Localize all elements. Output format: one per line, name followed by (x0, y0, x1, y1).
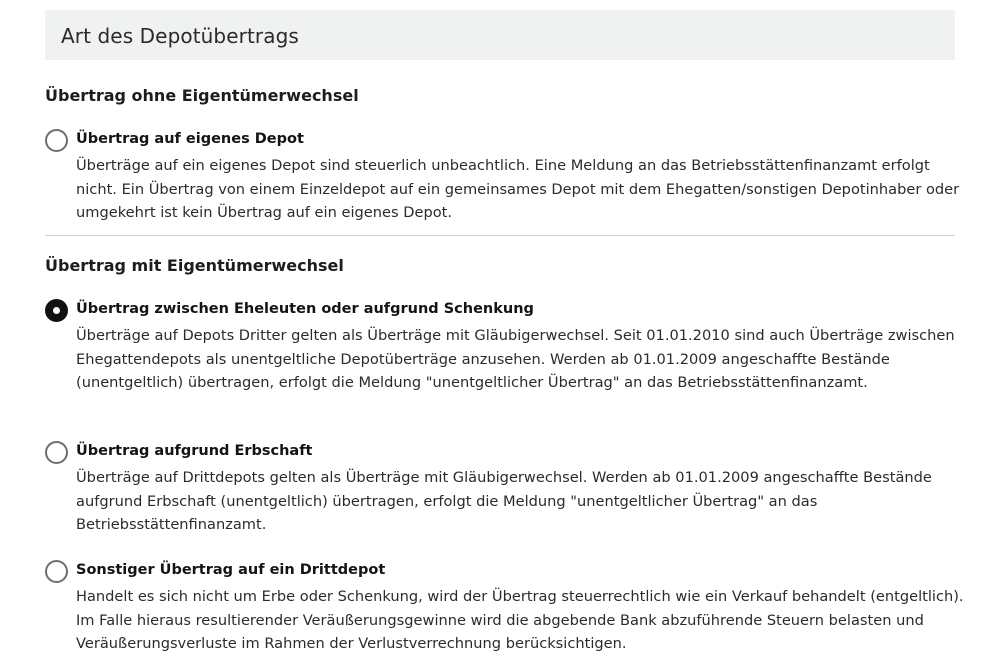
option-description: Handelt es sich nicht um Erbe oder Schenkung, wird der Übertrag steuerrechtlich wie ein Verkauf behandelt (entgeltlich). Im Falle hieraus resultierender Veräußerungsgewinne wird die abgebende Bank abzuführende Steuern belasten und Veräußerungsverluste im Rahmen der Verlustverrechnung berücksichtigen. (76, 588, 964, 652)
option-title: Übertrag aufgrund Erbschaft (76, 443, 313, 459)
group-divider (45, 235, 955, 236)
group-title-with-owner-change: Übertrag mit Eigentümerwechsel (45, 256, 344, 275)
option-title: Übertrag auf eigenes Depot (76, 131, 304, 147)
section-title: Art des Depotübertrags (61, 24, 299, 48)
radio-own-depot[interactable] (45, 129, 68, 152)
radio-inheritance[interactable] (45, 441, 68, 464)
option-description: Überträge auf Drittdepots gelten als Überträge mit Gläubigerwechsel. Werden ab 01.01.2009 angeschaffte Bestände aufgrund Erbschaft (unentgeltlich) übertragen, erfolgt die Meldung "unentgeltlicher Übertrag" an das Betriebsstättenfinanzamt. (76, 469, 932, 533)
group-title-without-owner-change: Übertrag ohne Eigentümerwechsel (45, 86, 359, 105)
option-own-depot[interactable] (45, 129, 960, 224)
option-spouses-or-gift[interactable] (45, 299, 955, 417)
option-title: Übertrag zwischen Eheleuten oder aufgrund Schenkung (76, 301, 534, 317)
option-description: Überträge auf Depots Dritter gelten als Überträge mit Gläubigerwechsel. Seit 01.01.2010 sind auch Überträge zwischen Ehegattendepots als unentgeltliche Depotüberträge anzusehen. Werden ab 01.01.2009 angeschaffte Bestände (unentgeltlich) übertragen, erfolgt die Meldung "unentgeltlicher Übertrag" an das Betriebsstättenfinanzamt. (76, 327, 955, 391)
option-inheritance[interactable] (45, 441, 955, 536)
option-description: Überträge auf ein eigenes Depot sind steuerlich unbeachtlich. Eine Meldung an das Betriebsstättenfinanzamt erfolgt nicht. Ein Übertrag von einem Einzeldepot auf ein gemeinsames Depot mit dem Ehegatten/sonstigen Depotinhaber oder umgekehrt ist kein Übertrag auf ein eigenes Depot. (76, 157, 960, 221)
option-title: Sonstiger Übertrag auf ein Drittdepot (76, 562, 386, 578)
section-header (45, 10, 955, 60)
radio-other-third-party-depot[interactable] (45, 560, 68, 583)
option-other-third-party-depot[interactable] (45, 560, 964, 660)
radio-spouses-or-gift[interactable] (45, 299, 68, 322)
